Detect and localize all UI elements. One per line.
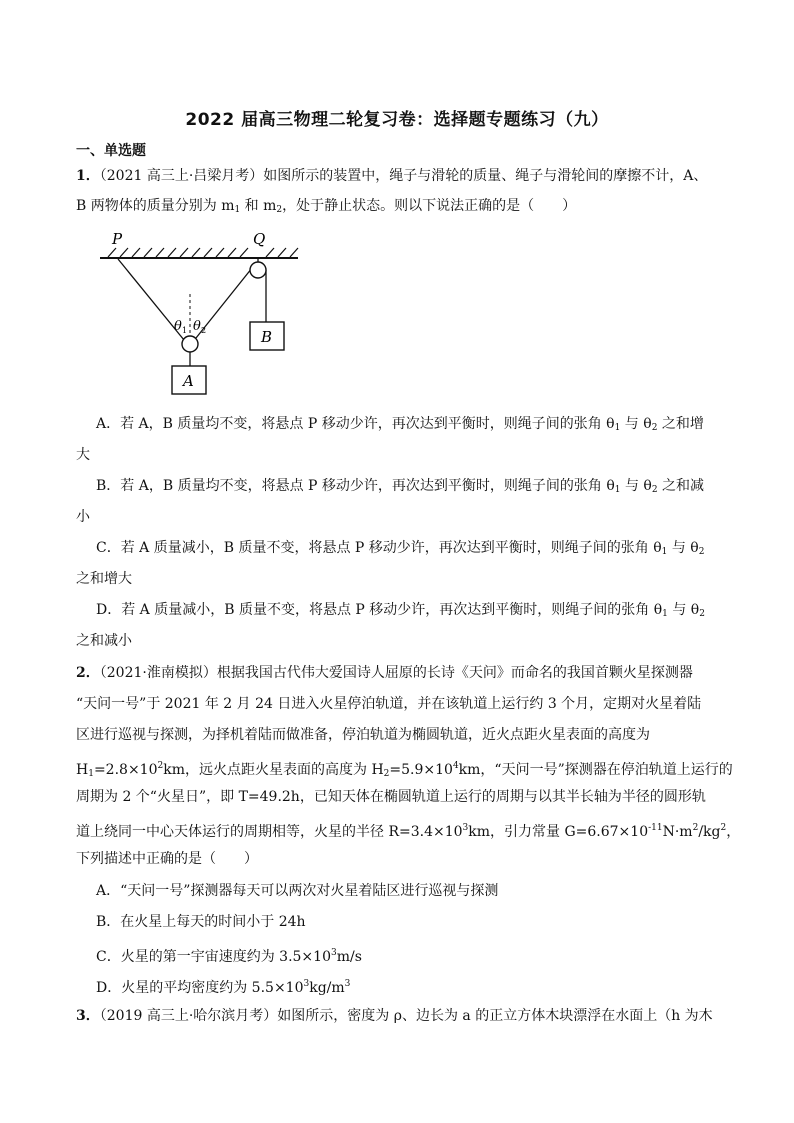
pulley-figure [96,226,306,398]
svg-text:θ: θ [193,319,201,334]
q1-option-b[interactable]: B．若 A，B 质量均不变，将悬点 P 移动少许，再次达到平衡时，则绳子间的张角 $\theta_1$ 与 $\theta_2$ 之和减 [96,478,705,495]
q2-stem-line1: 2．（2021·淮南模拟）根据我国古代伟大爱国诗人屈原的长诗《天问》而命名的我国首颗火星探测器 [76,665,693,681]
q1-option-c-cont: 之和增大 [76,571,132,587]
svg-text:2: 2 [201,326,207,335]
q3-stem-line1: 3．（2019 高三上·哈尔滨月考）如图所示，密度为 ρ、边长为 a 的正立方体木块漂浮在水面上（h 为木 [76,1008,713,1024]
q2-stem-line7: 下列描述中正确的是（ ） [76,851,258,867]
q2-stem-line6: 道上绕同一中心天体运行的周期相等，火星的半径 $R=3.4\times 10^3km$，引力常量 $G=6.67\times 10^{-11}N\cdot m^2/kg^2$， [76,823,741,840]
q2-stem-line2: “天问一号”于 2021 年 2 月 24 日进入火星停泊轨道，并在该轨道上运行约 3 个月，定期对火星着陆 [76,696,702,712]
q1-option-d-cont: 之和减小 [76,633,132,649]
page-title: 2022 届高三物理二轮复习卷：选择题专题练习（九） [185,110,609,130]
label-Q: Q [253,230,266,248]
q1-option-c[interactable]: C．若 A 质量减小，B 质量不变，将悬点 P 移动少许，再次达到平衡时，则绳子间的张角 $\theta_1$ 与 $\theta_2$ [96,540,705,557]
q2-option-d[interactable]: D．火星的平均密度约为 $5.5\times 10^3kg/m^3$ [96,979,351,996]
q1-stem-line2: B 两物体的质量分别为 $m_1$ 和 $m_2$，处于静止状态。则以下说法正确的是（ ） [76,198,577,215]
svg-text:1: 1 [182,326,188,335]
pulley-top [250,262,266,278]
svg-text:B: B [261,328,273,346]
q1-option-a-cont: 大 [76,447,90,463]
q1-number: 1． [76,168,100,184]
label-P: P [112,230,123,248]
ceiling-hatching [108,248,298,257]
q2-stem-line4: $H_1=2.8\times 10^2km$，远火点距火星表面的高度为 $H_2=5.9\times 10^4km$，“天问一号”探测器在停泊轨道上运行的 [76,761,733,779]
q1-option-d[interactable]: D．若 A 质量减小，B 质量不变，将悬点 P 移动少许，再次达到平衡时，则绳子间的张角 $\theta_1$ 与 $\theta_2$ [96,602,705,619]
q2-stem-line5: 周期为 2 个“火星日”，即 T=49.2h，已知天体在椭圆轨道上运行的周期与以其半长轴为半径的圆形轨 [76,789,706,805]
q1-option-b-cont: 小 [76,509,90,525]
q2-option-a[interactable]: A．“天问一号”探测器每天可以两次对火星着陆区进行巡视与探测 [96,883,499,899]
q2-option-c[interactable]: C．火星的第一宇宙速度约为 $3.5\times 10^3m/s$ [96,948,362,965]
svg-text:θ: θ [174,319,182,334]
q2-option-b[interactable]: B．在火星上每天的时间小于 24h [96,914,306,930]
q3-number: 3． [76,1008,100,1024]
q1-stem-line1: 1．（2021 高三上·吕梁月考）如图所示的装置中，绳子与滑轮的质量、绳子与滑轮间的摩擦不计，A、 [76,168,708,184]
pulley-moving [182,336,198,352]
svg-text:A: A [183,372,194,390]
section-heading: 一、单选题 [76,143,146,159]
q1-option-a[interactable]: A．若 A，B 质量均不变，将悬点 P 移动少许，再次达到平衡时，则绳子间的张角 $\theta_1$ 与 $\theta_2$ 之和增 [96,416,704,433]
q2-stem-line3: 区进行巡视与探测，为择机着陆而做准备，停泊轨道为椭圆轨道，近火点距火星表面的高度为 [76,727,650,743]
q2-number: 2． [76,665,100,681]
